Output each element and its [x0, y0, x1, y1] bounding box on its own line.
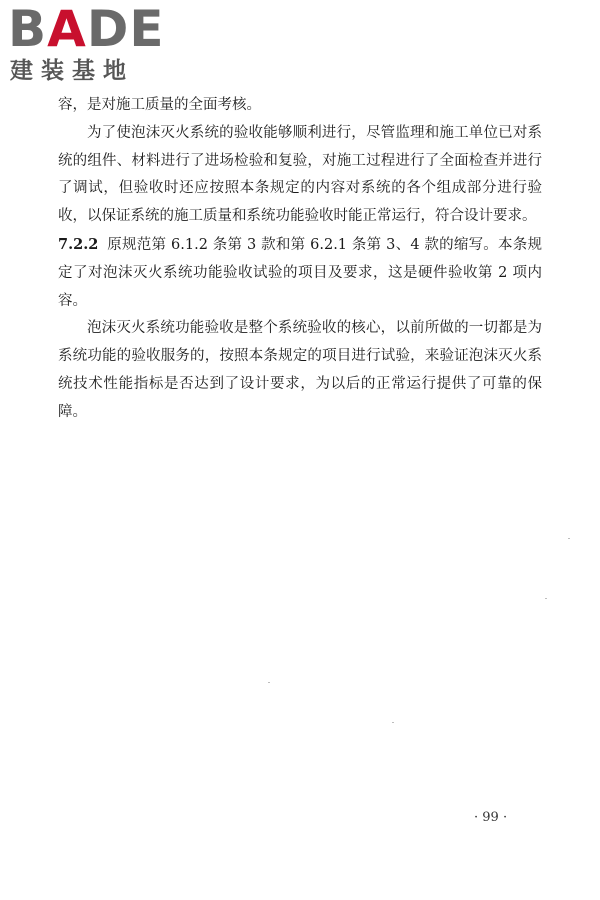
paragraph-continuation: 容，是对施工质量的全面考核。: [58, 97, 261, 113]
paragraph-acceptance-purpose: 为了使泡沫灭火系统的验收能够顺利进行，尽管监理和施工单位已对系统的组件、材料进行了进场检验和复验，对施工过程进行了全面检查并进行了调试，但验收时还应按照本条规定的内容对系统的各个组成部分进行验收，以保证系统的施工质量和系统功能验收时能正常运行，符合设计要求。: [58, 124, 542, 225]
scan-speck: [545, 598, 547, 599]
logo-chinese-text: 建装基地: [10, 58, 134, 84]
clause-7-2-2: [58, 231, 542, 315]
logo-accent-letter: A: [47, 0, 87, 58]
page-number: · 99 ·: [474, 810, 508, 825]
scan-speck: [268, 682, 270, 683]
logo-wordmark: [8, 0, 165, 58]
logo-suffix: DE: [86, 0, 165, 58]
clause-number: 7.2.2: [58, 235, 99, 253]
clause-text: 原规范第 6.1.2 条第 3 款和第 6.2.1 条第 3、4 款的缩写。本条规定了对泡沫灭火系统功能验收试验的项目及要求，这是硬件验收第 2 项内容。: [58, 236, 542, 309]
scan-speck: [568, 538, 570, 539]
logo-prefix: B: [8, 0, 48, 58]
paragraph-function-acceptance: 泡沫灭火系统功能验收是整个系统验收的核心，以前所做的一切都是为系统功能的验收服务的，按照本条规定的项目进行试验，来验证泡沫灭火系统技术性能指标是否达到了设计要求，为以后的正常运行提供了可靠的保障。: [58, 320, 542, 420]
document-body: [58, 92, 542, 427]
bade-logo: [8, 0, 178, 86]
scan-speck: [392, 722, 394, 723]
